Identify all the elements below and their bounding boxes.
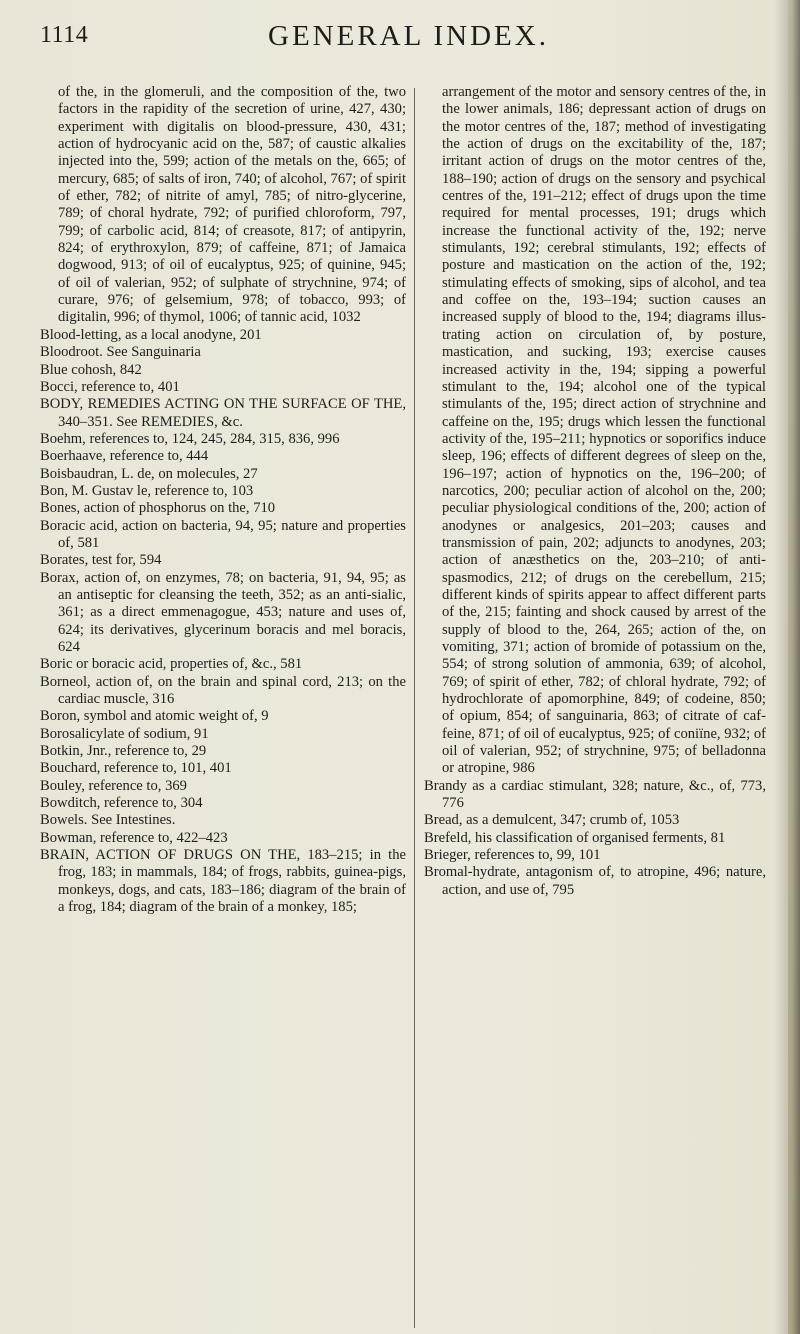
index-entry: Boerhaave, reference to, 444 [40, 448, 209, 465]
index-entry: arrangement of the motor and sensory centres of the, in the lower animals, 186; depressant action of drugs on the motor centres of the, 187; method of investigating the action of drugs on the excitability of the, 187; irritant action of drugs on the motor centres of the, 188–190; action of drugs on the sensory and psychical centres of the, 191–212; effect of drugs upon the time required for mental processes, 191; drugs which increase the functional activity of the, 192; nerve stimulants, 192; cerebral stimulants, 192; effects of posture and mastication on the action of the, 192; stimulating effects of smoking, sips of alcohol, and tea and coffee on the, 193–194; suction causes an increased supply of blood to the, 194; diagrams illustrating action on circulation of, by posture, mastication, and sucking, 193; exercise causes increased activity in the, 194; sipping a powerful stimulant to the, 194; alcohol one of the typical stimulants of the, 195; direct action of strychnine and caffeine on the, 195; drugs which lessen the functional activity of the, 195–211; hypnotics or soporifics induce sleep, 196; effects of different degrees of sleep on the, 196–197; action of hypnotics on the, 196–200; of narcotics, 200; peculiar action of alcohol on the, 200; peculiar physiological conditions of the, 200; action of anodynes or analgesics, 201–203; causes and transmission of pain, 202; adjuncts to anodynes, 203; action of anæsthetics on the, 203–210; of antispasmodics, 212; of drugs on the cerebellum, 215; different kinds of spirits appear to affect different parts of the, 215; fainting and shock caused by arrest of the supply of blood to the, 264, 265; action of the, on vomiting, 371; action of bromide of potassium on the, 554; of strong solution of ammonia, 639; of alcohol, 769; of spirit of ether, 782; of chloral hydrate, 792; of hydrochlorate of apomorphine, 849; of codeine, 850; of opium, 854; of sanguinaria, 863; of citrate of caffeine, 871; of oil of eucalyptus, 925; of coniïne, 932; of oil of valerian, 952; of strychnine, 975; of belladonna or atropine, 986 [442, 84, 766, 777]
index-entry: Boric or boracic acid, properties of, &c., 581 [40, 656, 303, 673]
index-entry: Bromal-hydrate, antagonism of, to atropine, 496; nature, action, and use of, 795 [424, 864, 766, 898]
index-entry: Bloodroot. See Sanguinaria [40, 344, 201, 361]
index-entry: Bread, as a demulcent, 347; crumb of, 1053 [424, 812, 680, 829]
index-entry: Botkin, Jnr., reference to, 29 [40, 743, 207, 760]
page-edge-shadow [774, 0, 800, 1334]
index-entry: of the, in the glomeruli, and the composition of the, two factors in the rapidity of the secretion of urine, 427, 430; experiment with digitalis on blood-pressure, 430, 431; action of hydrocyanic acid on the, 587; of caustic alkalies injected into the, 599; action of the metals on the, 665; of mercury, 685; of salts of iron, 740; of alcohol, 767; of spirit of ether, 782; of nitrite of amyl, 785; of nitro-glycerine, 789; of choral hydrate, 792; of purified chloroform, 797, 799; of carbolic acid, 814; of creasote, 817; of antipyrin, 824; of erythroxylon, 879; of caffeine, 871; of Jamaica dogwood, 913; of oil of eucalyptus, 925; of quinine, 945; of oil of valerian, 952; of sulphate of strychnine, 974; of curare, 976; of gelsemium, 978; of tobacco, 993; of digitalin, 996; of thymol, 1006; of tannic acid, 1032 [58, 84, 406, 326]
running-head-title: GENERAL INDEX. [268, 20, 549, 52]
index-entry: Bouley, reference to, 369 [40, 777, 187, 794]
index-entry: Bowditch, reference to, 304 [40, 795, 203, 812]
column-divider [414, 88, 415, 1328]
index-entry: Borosalicylate of sodium, 91 [40, 725, 209, 742]
page-header [0, 14, 800, 54]
index-entry: BODY, REMEDIES ACTING ON THE SURFACE OF THE, 340–351. See REMEDIES, &c. [40, 396, 406, 430]
index-entry: Bocci, reference to, 401 [40, 378, 180, 395]
index-entry: Bon, M. Gustav le, reference to, 103 [40, 482, 254, 499]
index-entry: Blue cohosh, 842 [40, 361, 142, 378]
index-column-left [40, 84, 406, 917]
index-entry: Borneol, action of, on the brain and spinal cord, 213; on the cardiac muscle, 316 [40, 673, 406, 708]
index-column-right [424, 84, 766, 899]
index-entry: Boehm, references to, 124, 245, 284, 315, 836, 996 [40, 430, 340, 447]
index-entry: Bowman, reference to, 422–423 [40, 829, 228, 846]
index-entry: Bones, action of phosphorus on the, 710 [40, 500, 276, 517]
index-entry: Boracic acid, action on bacteria, 94, 95; nature and properties of, 581 [40, 517, 406, 551]
index-entry: Bowels. See Intestines. [40, 812, 176, 829]
index-entry: Borates, test for, 594 [40, 552, 162, 569]
index-entry: Brandy as a cardiac stimulant, 328; nature, &c., of, 773, 776 [424, 777, 766, 812]
index-entry: Bouchard, reference to, 101, 401 [40, 760, 232, 777]
index-entry: Boisbaudran, L. de, on molecules, 27 [40, 465, 258, 482]
index-entry: Boron, symbol and atomic weight of, 9 [40, 708, 269, 725]
index-entry: Brieger, references to, 99, 101 [424, 847, 601, 864]
index-entry: Borax, action of, on enzymes, 78; on bacteria, 91, 94, 95; as an antiseptic for cleansing the teeth, 352; as an anti-sialic, 361; as a direct emmenagogue, 453; nature and uses of, 624; its derivatives, glycerinum boracis and mel boracis, 624 [40, 569, 406, 655]
index-entry: Blood-letting, as a local anodyne, 201 [40, 326, 262, 343]
index-entry: Brefeld, his classification of organised ferments, 81 [424, 829, 726, 846]
index-entry: BRAIN, ACTION OF DRUGS ON THE, 183–215; in the frog, 183; in mammals, 184; of frogs, rabbits, guinea-pigs, monkeys, dogs, and cats, 183–186; diagram of the brain of a frog, 184; diagram of the brain of a monkey, 185; [40, 847, 406, 916]
page-number: 1114 [40, 22, 89, 48]
